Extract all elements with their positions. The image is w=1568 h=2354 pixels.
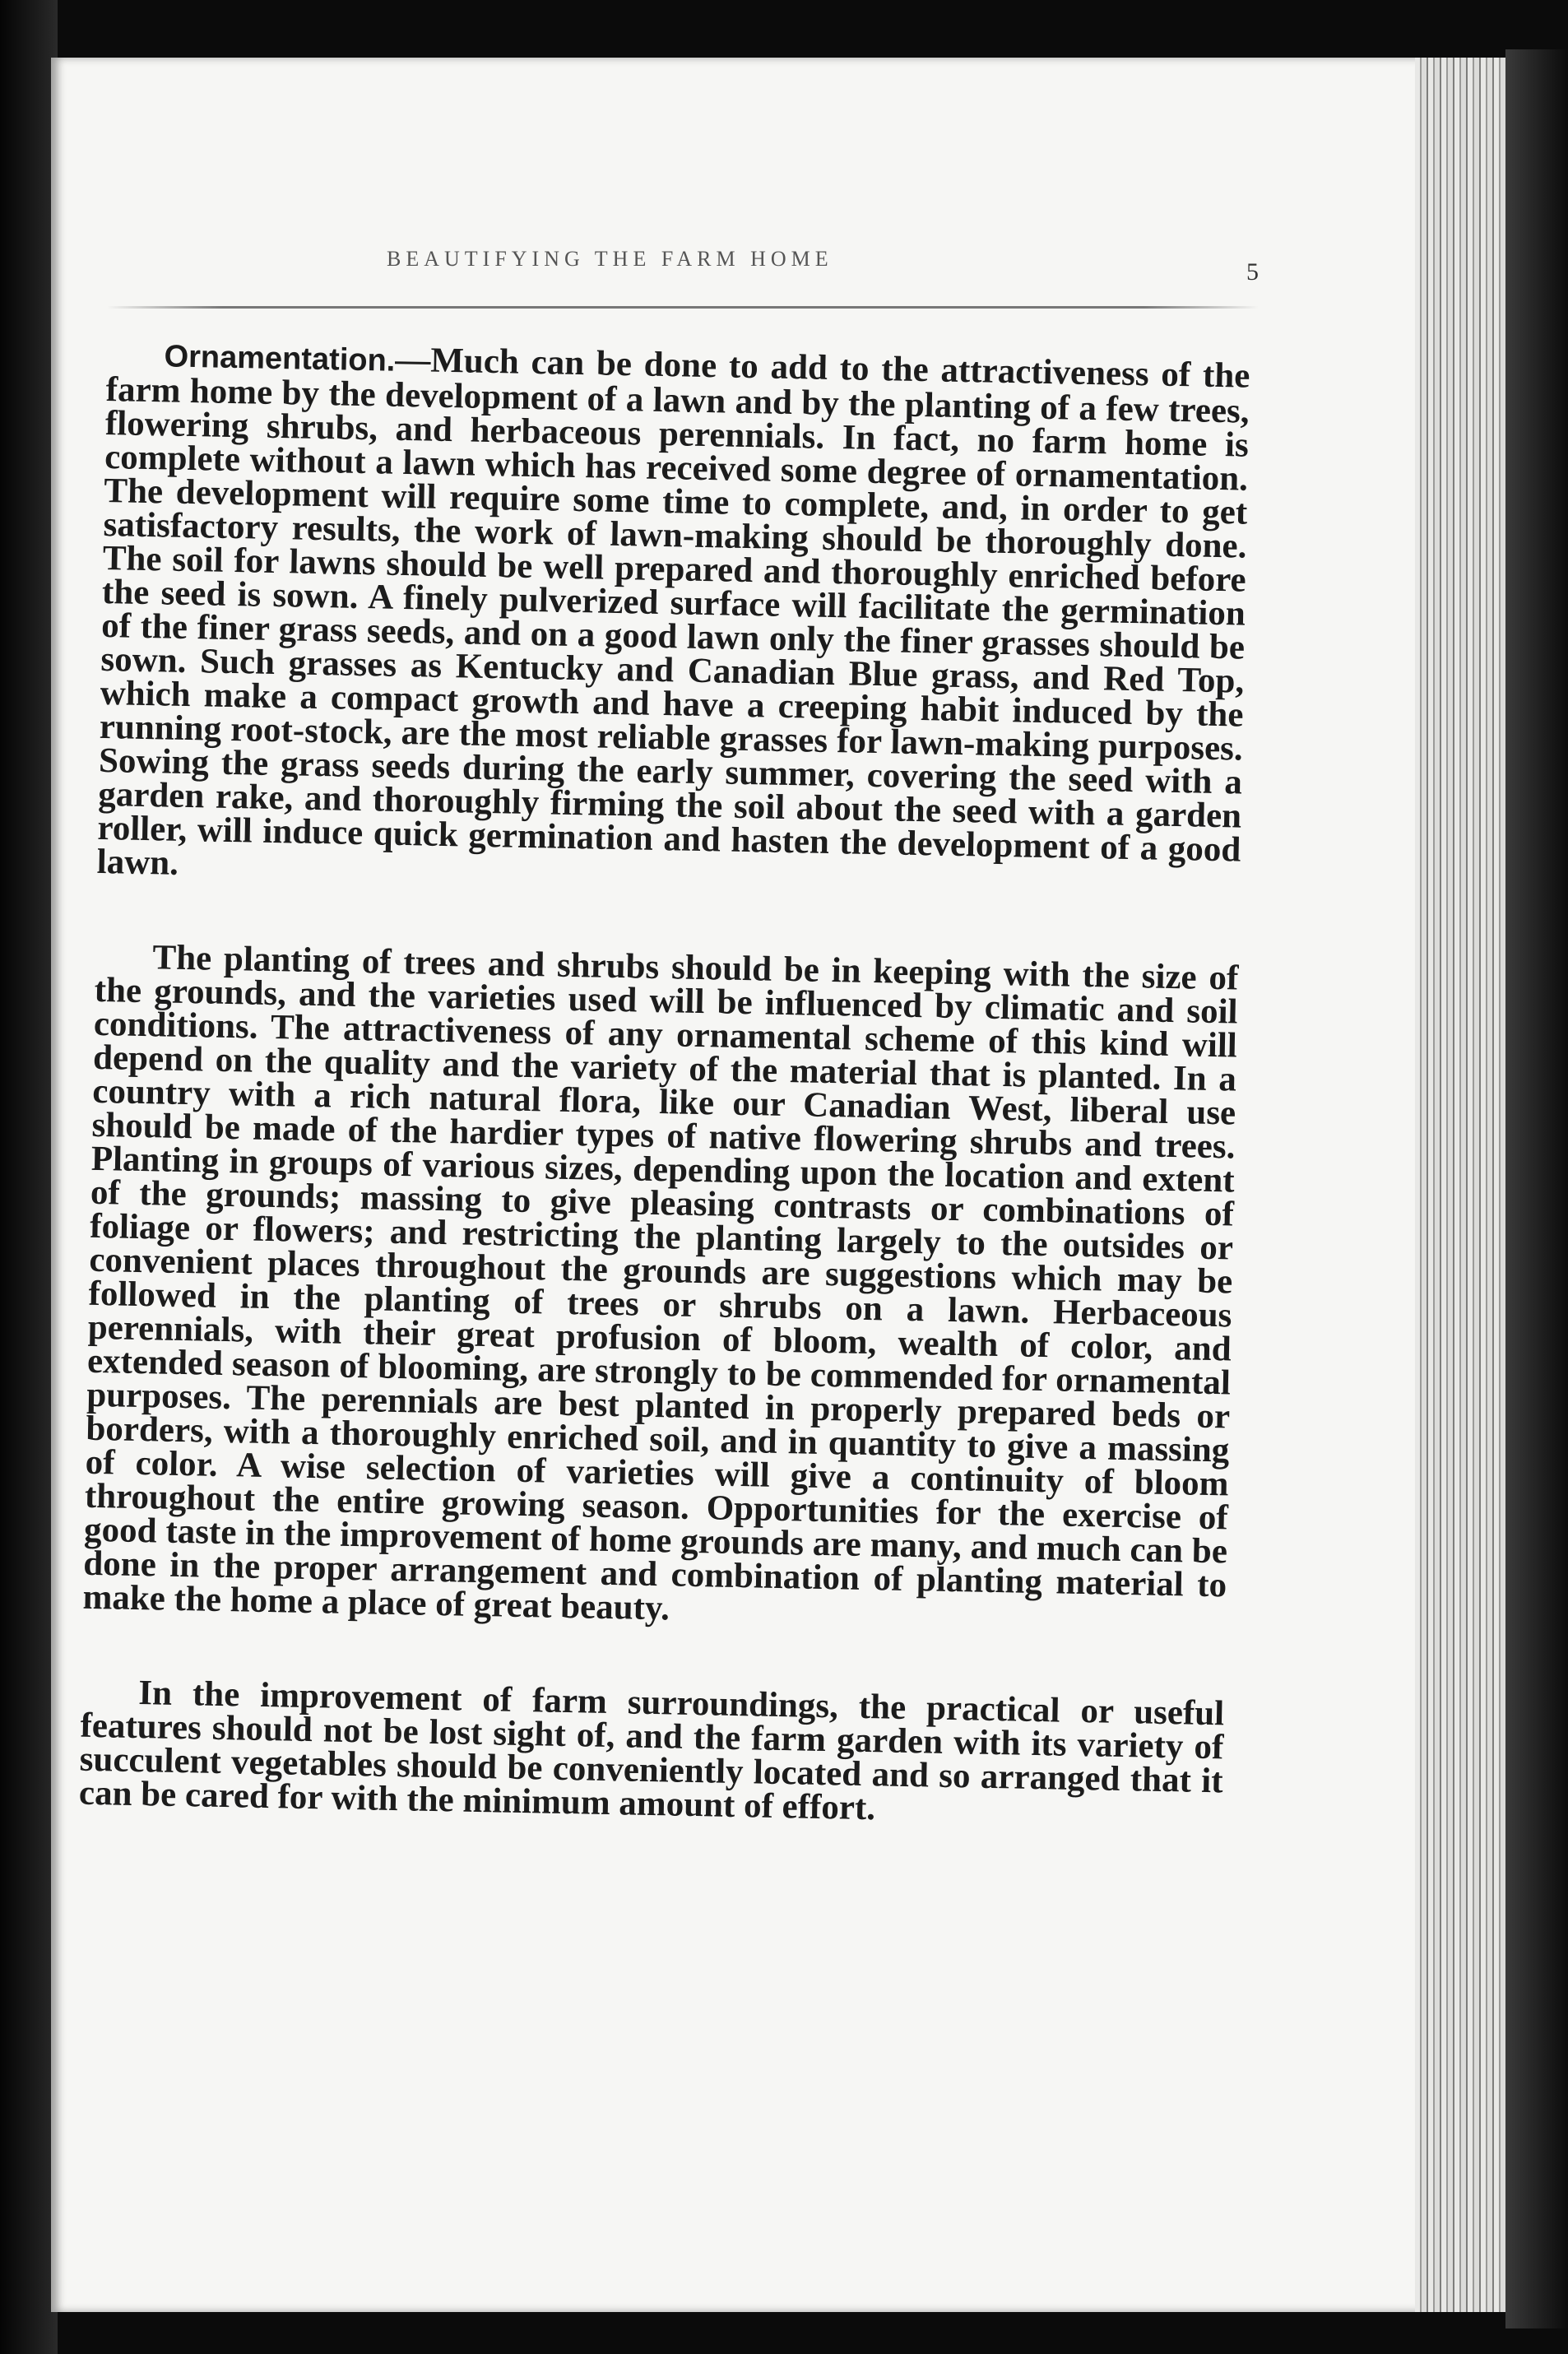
body-text [77,337,1250,1892]
binding-edge [0,0,58,2354]
header-rule [107,306,1259,309]
running-head: BEAUTIFYING THE FARM HOME [387,247,833,271]
page-number: 5 [1246,258,1259,286]
page-leaf-edges [1415,58,1505,2312]
paragraph-garden [79,1675,1225,1832]
paragraph-text: The planting of trees and shrubs should be in keeping with the size of the grounds, and the varieties used will be influenced by climatic and soil conditions. The attractiveness of any ornamental scheme of this kind will depend on the quality and the variety of the material that is planted. In a country with a rich natural flora, like our Canadian West, liberal use should be made of the hardier types of native flowering shrubs and trees. Planting in groups of various sizes, depending upon the location and extent of the grounds; massing to give pleasing contrasts or combinations of foliage or flowers; and restricting the planting largely to the outsides or convenient places throughout the grounds are suggestions which may be followed in the planting of trees or shrubs on a lawn. Herbaceous perennials, with their great profusion of bloom, wealth of color, and extended season of blooming, are strongly to be commended for ornamental purposes. The perennials are best planted in properly prepared beds or borders, with a thoroughly enriched soil, and in quantity to give a massing of color. A wise selection of varieties will give a continuity of bloom throughout the entire growing season. Opportunities for the exercise of good taste in the improvement of home grounds are many, and much can be done in the proper arrangement and combination of planting material to make the home a place of great beauty. [82,938,1239,1628]
paragraph-text: In the improvement of farm surroundings, the practical or useful features should not be lost sight of, and the farm garden with its variety of succulent vegetables should be conveniently located and so arranged that it can be cared for with the minimum amount of effort. [78,1674,1225,1828]
paragraph-ornamentation [96,337,1250,901]
paragraph-planting [82,940,1238,1637]
page-edge-shadow [1505,49,1568,2328]
page-header [107,247,1259,296]
paragraph-text: —Much can be done to add to the attractiveness of the farm home by the development of a lawn and by the planting of a few trees, flowering shrubs, and herbaceous perennials. In fact, no farm home is complete without a lawn which has received some degree of ornamentation. The development will require some time to complete, and, in order to get satisfactory results, the work of lawn-making should be thoroughly done. The soil for lawns should be well prepared and thoroughly enriched before the seed is sown. A finely pulverized surface will facilitate the germination of the finer grass seeds, and on a good lawn only the finer grasses should be sown. Such grasses as Kentucky and Canadian Blue grass, and Red Top, which make a compact growth and have a creeping habit induced by the running root-stock, are the most reliable grasses for lawn-making purposes. Sowing the grass seeds during the early summer, covering the seed with a garden rake, and thoroughly firming the soil about the seed with a garden roller, will induce quick germination and hasten the development of a good lawn. [96,340,1250,883]
run-in-heading: Ornamentation. [164,339,396,378]
